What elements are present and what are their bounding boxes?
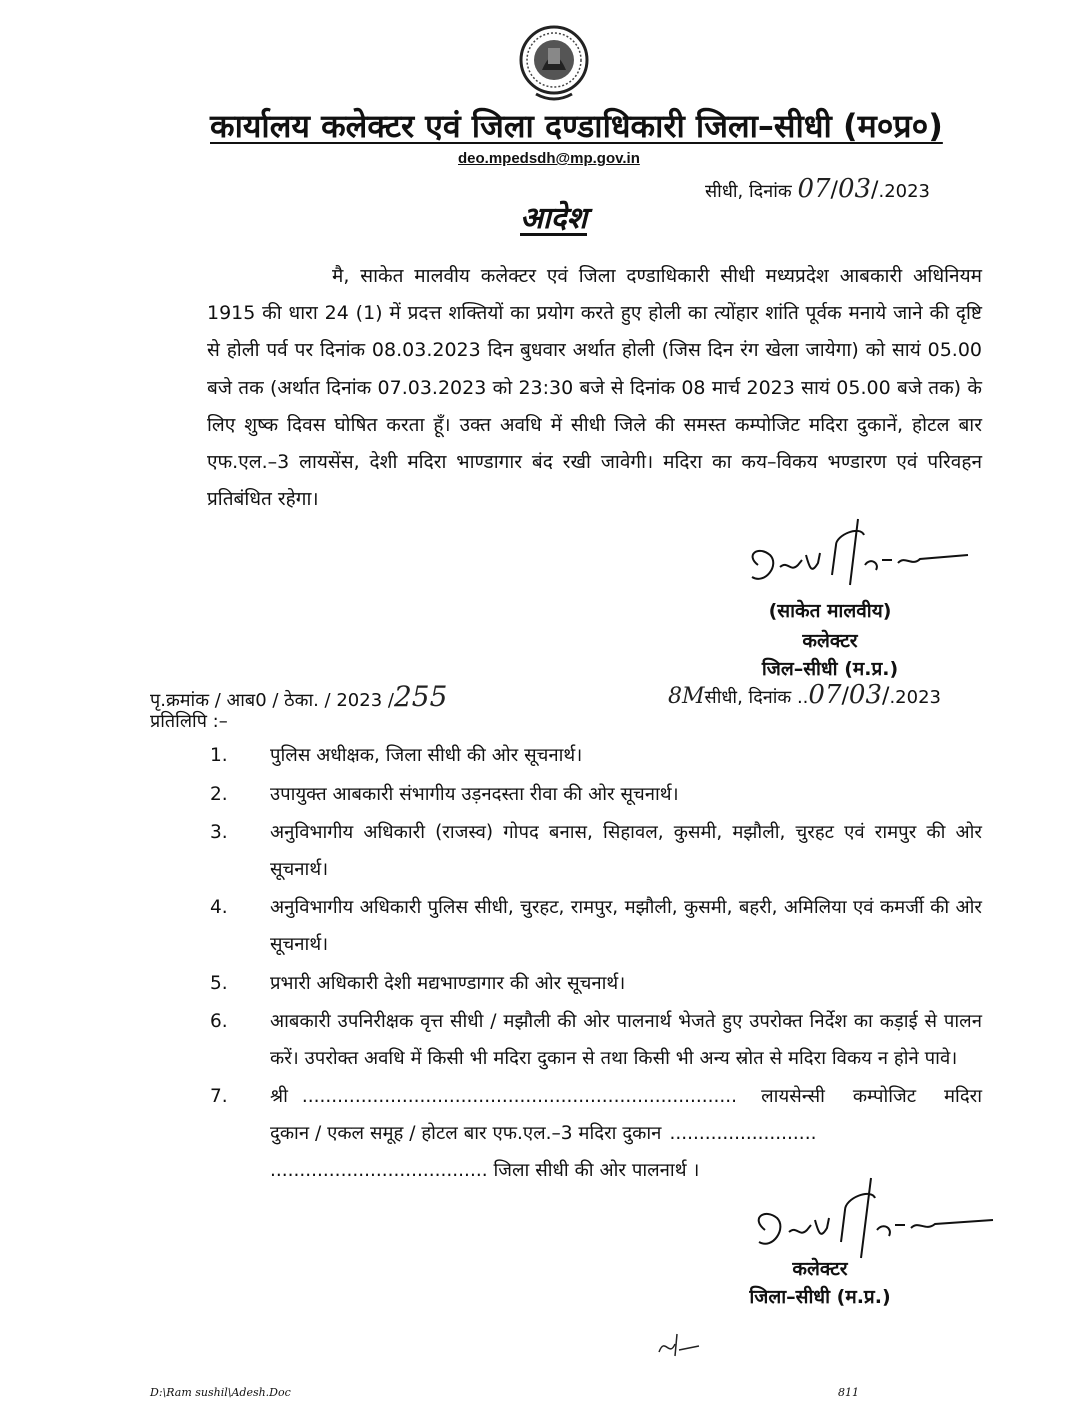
date-year: .2023 (878, 181, 930, 202)
header-date: सीधी, दिनांक 07/03/.2023 (705, 174, 930, 204)
list-item (207, 777, 982, 816)
signatory2-designation: कलेक्टर (792, 1258, 848, 1280)
signatory-district: जिल–सीधी (म.प्र.) (761, 658, 899, 680)
list-item-text: उपायुक्त आबकारी संभागीय उड़नदस्ता रीवा की ओर सूचनार्थ। (270, 783, 679, 805)
list-item (207, 1004, 982, 1079)
signature-1 (740, 515, 970, 595)
list-item-text: श्री .......................................................................... लायसेन्सी कम्पोजिट मदिरा दुकान / एकल समूह / होटल बार एफ.एल.–3 मदिरा दुकान ......................... ..................................... जिला सीधी की ओर पालनार्थ । (270, 1079, 982, 1189)
list-item (207, 738, 982, 777)
item7-line2: दुकान / एकल समूह / होटल बार एफ.एल.–3 मदिरा दुकान (270, 1122, 662, 1144)
footer-file-path: D:\Ram sushil\Adesh.Doc (150, 1386, 291, 1399)
copy-list (207, 738, 982, 1191)
government-emblem (518, 20, 590, 106)
list-item (207, 815, 982, 890)
list-item-number: 2. (210, 783, 228, 805)
list-item-text: प्रभारी अधिकारी देशी मद्यभाण्डागार की ओर सूचनार्थ। (270, 972, 626, 994)
list-item-number: 3. (210, 822, 228, 844)
office-title: कार्यालय कलेक्टर एवं जिला दण्डाधिकारी जिला–सीधी (म०प्र०) (210, 107, 943, 145)
reference-date-prefix: सीधी, दिनांक .. (704, 687, 809, 708)
list-item-number: 4. (210, 897, 228, 919)
reference-initials: 8M (668, 684, 705, 709)
list-item-text: अनुविभागीय अधिकारी पुलिस सीधी, चुरहट, रामपुर, मझौली, कुसमी, बहरी, अमिलिया एवं कमर्जी की ओर सूचनार्थ। (270, 897, 982, 955)
date-month: 03 (837, 174, 872, 204)
list-item-number: 5. (210, 972, 228, 994)
reference-date-day: 07 (808, 680, 842, 710)
list-item-number: 1. (210, 745, 228, 766)
list-item (207, 890, 982, 965)
reference-date: 8Mसीधी, दिनांक ..07/03/.2023 (668, 680, 941, 710)
signatory-name: (साकेत मालवीय) (768, 600, 892, 622)
initials-mark (655, 1330, 705, 1360)
list-item-text: अनुविभागीय अधिकारी (राजस्व) गोपद बनास, सिहावल, कुसमी, मझौली, चुरहट एवं रामपुर की ओर सूचनार्थ। (270, 822, 982, 880)
signatory-designation: कलेक्टर (802, 630, 858, 652)
reference-date-year: .2023 (889, 687, 941, 708)
list-item-text: आबकारी उपनिरीक्षक वृत्त सीधी / मझौली की ओर पालनार्थ भेजते हुए उपरोक्त निर्देश का कड़ाई से पालन करें। उपरोक्त अवधि में किसी भी मदिरा दुकान से तथा किसी भी अन्य स्रोत से मदिरा विकय न होने पावे। (270, 1011, 982, 1069)
date-day: 07 (797, 174, 831, 204)
reference-hand-number: 255 (393, 680, 448, 713)
date-prefix: सीधी, दिनांक (705, 181, 792, 202)
item7-licensee: लायसेन्सी कम्पोजिट मदिरा (761, 1086, 982, 1108)
list-item-number: 6. (210, 1011, 228, 1033)
copy-label: प्रतिलिपि :– (150, 711, 228, 732)
footer-code: 811 (838, 1386, 859, 1399)
signature-2 (745, 1170, 995, 1265)
order-body: मै, साकेत मालवीय कलेक्टर एवं जिला दण्डाधिकारी सीधी मध्यप्रदेश आबकारी अधिनियम 1915 की धारा 24 (1) में प्रदत्त शक्तियों का प्रयोग करते हुए होली का त्योंहार शांति पूर्वक मनाये जाने की दृष्टि से होली पर्व पर दिनांक 08.03.2023 दिन बुधवार अर्थात होली (जिस दिन रंग खेला जायेगा) को सायं 05.00 बजे तक (अर्थात दिनांक 07.03.2023 को 23:30 बजे से दिनांक 08 मार्च 2023 सायं 05.00 बजे तक) के लिए शुष्क दिवस घोषित करता हूँ। उक्त अवधि में सीधी जिले की समस्त कम्पोजिट मदिरा दुकानें, होटल बार एफ.एल.–3 लायसेंस, देशी मदिरा भाण्डागार बंद रखी जावेगी। मदिरा का कय–विकय भण्डारण एवं परिवहन प्रतिबंधित रहेगा। (207, 265, 982, 511)
reference-date-month: 03 (848, 680, 883, 710)
reference-prefix: पृ.क्रमांक / आब0 / ठेका. / 2023 / (150, 690, 394, 711)
signatory2-district: जिला–सीधी (म.प्र.) (749, 1286, 891, 1308)
order-title: आदेश (520, 201, 587, 236)
office-email: deo.mpedsdh@mp.gov.in (458, 150, 640, 167)
item7-shri: श्री (270, 1086, 288, 1108)
list-item-text: पुलिस अधीक्षक, जिला सीधी की ओर सूचनार्थ। (270, 745, 583, 766)
item7-line3: जिला सीधी की ओर पालनार्थ । (493, 1159, 700, 1181)
list-item-number: 7. (210, 1086, 228, 1108)
list-item (207, 966, 982, 1005)
